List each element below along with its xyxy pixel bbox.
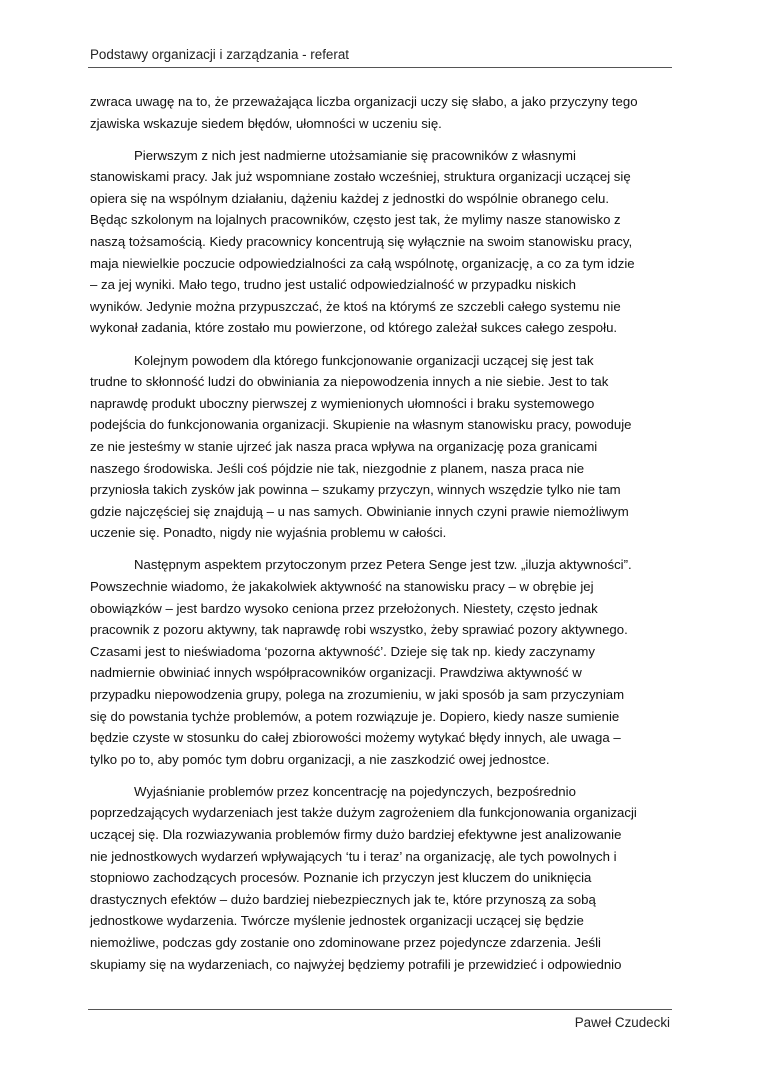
text-line: będzie czyste w stosunku do całej zbiorowości możemy wytykać błędy innych, ale uwaga – [90,730,621,746]
text-line: pracownik z pozoru aktywny, tak naprawdę robi wszystko, żeby sprawiać pozory aktywnego. [90,622,628,638]
paragraph [90,91,672,134]
text-line: opiera się na wspólnym działaniu, dążeniu każdej z jednostki do wspólnie obranego celu. [90,190,610,206]
text-line: naszą tożsamością. Kiedy pracownicy koncentrują się wyłącznie na swoim stanowisku pracy, [90,234,633,250]
text-line: przyniosła takich zysków jak powinna – szukamy przyczyn, winnych wszędzie tylko nie tam [90,482,621,498]
text-line: drastycznych efektów – dużo bardziej niebezpiecznych jak te, które przynoszą za sobą [90,891,596,907]
page-footer-author: Paweł Czudecki [574,1015,670,1030]
document-body [90,91,672,975]
footer-divider [88,1009,672,1010]
text-line: Będąc szkolonym na lojalnych pracowników, często jest tak, że mylimy nasze stanowisko z [90,212,621,228]
paragraph [90,145,672,339]
header-divider [88,67,672,68]
text-line: naprawdę produkt uboczny pierwszej z wymienionych ułomności i braku systemowego [90,395,595,411]
text-line: przypadku niepowodzenia grupy, polega na zrozumieniu, w jaki sposób ja sam przyczyniam [90,686,625,702]
text-line: Powszechnie wiadomo, że jakakolwiek aktywność na stanowisku pracy – w obrębie jej [90,578,594,594]
text-line: zwraca uwagę na to, że przeważająca liczba organizacji uczy się słabo, a jako przyczyny tego [90,94,638,109]
text-line: skupiamy się na wydarzeniach, co najwyżej będziemy potrafili je przewidzieć i odpowiednio [90,956,622,972]
text-line: nie jednostkowych wydarzeń wpływających ‘tu i teraz’ na organizację, ale tych powolnych i [90,848,617,864]
text-line: tylko po to, aby pomóc tym dobru organizacji, a nie zaszkodzić owej jednostce. [90,751,550,767]
text-line: ze nie jesteśmy w stanie ujrzeć jak nasza praca wpływa na organizację poza granicami [90,438,598,454]
text-line: uczenie się. Ponadto, nigdy nie wyjaśnia problemu w całości. [90,525,447,541]
text-line: zjawiska wskazuje siedem błędów, ułomności w uczeniu się. [90,115,442,131]
text-line: Kolejnym powodem dla którego funkcjonowanie organizacji uczącej się jest tak [134,352,594,368]
text-line: Pierwszym z nich jest nadmierne utożsamianie się pracowników z własnymi [134,147,576,163]
text-line: stanowiskami pracy. Jak już wspomniane zostało wcześniej, struktura organizacji uczącej się [90,169,631,185]
text-line: się do powstania tychże problemów, a potem rozwiązuje je. Dopiero, kiedy nasze sumienie [90,708,620,724]
text-line: uczącej się. Dla rozwiazywania problemów firmy dużo bardziej efektywne jest analizowanie [90,827,622,842]
page-header-title: Podstawy organizacji i zarządzania - referat [90,47,350,62]
text-line: jednostkowe wydarzenia. Twórcze myślenie jednostek organizacji uczącej się będzie [90,913,584,929]
text-line: poprzedzających wydarzeniach jest także dużym zagrożeniem dla funkcjonowania organizacji [90,805,637,821]
text-line: stopniowo zachodzących procesów. Poznanie ich przyczyn jest kluczem do uniknięcia [90,870,592,886]
text-line: obowiązków – jest bardzo wysoko ceniona przez przełożonych. Niestety, często jednak [90,600,598,616]
text-line: Czasami jest to nieświadoma ‘pozorna aktywność’. Dzieje się tak np. kiedy zaczynamy [90,643,596,659]
text-line: naszego środowiska. Jeśli coś pójdzie nie tak, niezgodnie z planem, nasza praca nie [90,460,585,476]
text-line: trudne to skłonność ludzi do obwiniania za niepowodzenia innych a nie siebie. Jest to tak [90,374,609,390]
text-line: niemożliwe, podczas gdy zostanie ono zdominowane przez pojedyncze zdarzenia. Jeśli [90,934,601,950]
text-line: maja niewielkie poczucie odpowiedzialności za całą wspólnotę, organizację, a co za tym idzie [90,255,635,271]
paragraph [90,554,672,770]
text-line: wykonał zadania, które zostało mu powierzone, od którego zależał sukces całego zespołu. [90,320,618,336]
text-line: Wyjaśnianie problemów przez koncentrację na pojedynczych, bezpośrednio [134,783,576,799]
text-line: – za jej wyniki. Mało tego, trudno jest ustalić odpowiedzialność w przypadku niskich [90,277,576,293]
text-line: gdzie najczęściej się znajdują – u nas samych. Obwinianie innych czyni prawie niemożliwym [90,503,629,519]
paragraph [90,350,672,544]
text-line: Następnym aspektem przytoczonym przez Petera Senge jest tzw. „iluzja aktywności”. [134,557,632,573]
text-line: podejścia do funkcjonowania organizacji. Skupienie na własnym stanowisku pracy, powoduje [90,417,632,433]
text-line: nadmiernie obwiniać innych współpracowników organizacji. Prawdziwa aktywność w [90,665,582,681]
text-line: wyników. Jedynie można przypuszczać, że ktoś na którymś ze szczebli całego systemu nie [90,298,621,314]
paragraph [90,781,672,975]
